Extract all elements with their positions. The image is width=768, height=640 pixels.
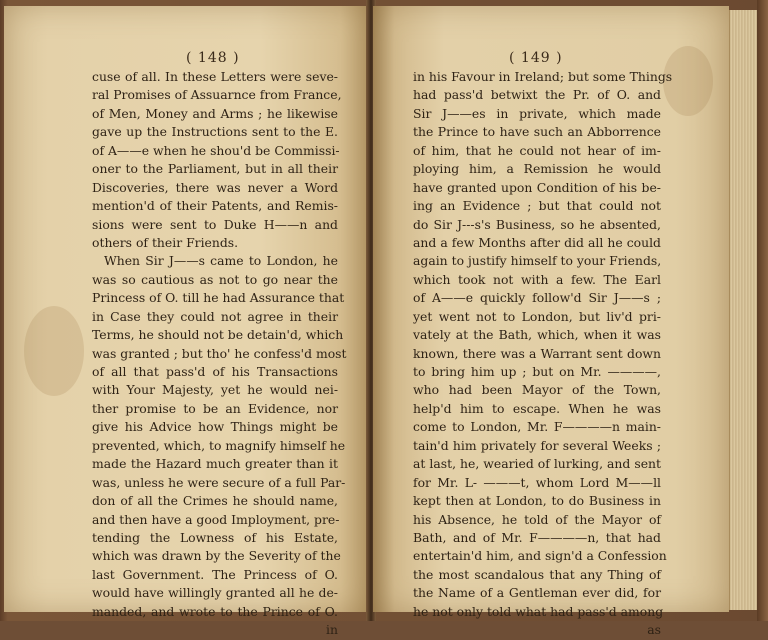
text-line: tending the Lowness of his Estate, bbox=[92, 529, 338, 545]
text-line: Sir J——es in private, which made bbox=[413, 105, 661, 121]
text-line: to bring him up ; but on Mr. ————, bbox=[413, 364, 661, 379]
text-line: yet went not to London, but liv'd pri- bbox=[413, 308, 661, 324]
text-line: vately at the Bath, which, when it was bbox=[413, 327, 661, 343]
text-line: the most scandalous that any Thing of bbox=[413, 566, 661, 582]
text-line: entertain'd him, and sign'd a Confession bbox=[413, 548, 667, 564]
text-line: cuse of all. In these Letters were seve- bbox=[92, 69, 338, 84]
right-page bbox=[373, 6, 729, 638]
text-line: the Name of a Gentleman ever did, for bbox=[413, 585, 661, 601]
text-line: who had been Mayor of the Town, bbox=[413, 382, 661, 398]
text-line: last Government. The Princess of O. bbox=[92, 566, 338, 582]
paper-stain bbox=[24, 306, 84, 396]
text-line: give his Advice how Things might be bbox=[92, 419, 338, 435]
text-line: tain'd him privately for several Weeks ; bbox=[413, 437, 661, 453]
text-line: which was drawn by the Severity of the bbox=[92, 548, 341, 564]
text-line: would have willingly granted all he de- bbox=[92, 585, 338, 601]
text-line: kept then at London, to do Business in bbox=[413, 493, 661, 509]
text-line: ploying him, a Remission he would bbox=[413, 161, 661, 177]
text-line: he not only told what had pass'd among bbox=[413, 603, 664, 619]
text-line: manded, and wrote to the Prince of O. bbox=[92, 603, 338, 619]
text-line: with Your Majesty, yet he would nei- bbox=[92, 382, 338, 398]
book-cover-edge bbox=[757, 0, 768, 621]
text-line: ing an Evidence ; but that could not bbox=[413, 198, 661, 214]
text-line: of A——e when he shou'd be Commissi- bbox=[92, 142, 340, 158]
text-line: of Men, Money and Arms ; he likewise bbox=[92, 105, 338, 121]
text-line: of him, that he could not hear of im- bbox=[413, 142, 661, 158]
text-line: had pass'd betwixt the Pr. of O. and bbox=[413, 87, 661, 103]
text-line: have granted upon Condition of his be- bbox=[413, 179, 661, 195]
text-line: as bbox=[647, 622, 661, 638]
text-line: mention'd of their Patents, and Remis- bbox=[92, 198, 338, 214]
text-line: others of their Friends. bbox=[92, 234, 239, 250]
text-line: and then have a good Imployment, pre- bbox=[92, 511, 340, 527]
text-line: in his Favour in Ireland; but some Things bbox=[413, 69, 673, 84]
page-number-left: ( 148 ) bbox=[186, 50, 240, 66]
left-page bbox=[4, 6, 370, 638]
text-line: don of all the Crimes he should name, bbox=[92, 493, 338, 509]
text-line: do Sir J---s's Business, so he absented, bbox=[413, 216, 661, 232]
text-line: When Sir J——s came to London, he bbox=[104, 253, 338, 269]
text-line: in Case they could not agree in their bbox=[92, 308, 338, 324]
left-page-text bbox=[92, 68, 347, 640]
text-line: was, unless he were secure of a full Par- bbox=[92, 474, 346, 490]
text-line: was so cautious as not to go near the bbox=[92, 271, 338, 287]
text-line: help'd him to escape. When he was bbox=[413, 400, 661, 416]
text-line: sions were sent to Duke H——n and bbox=[92, 216, 338, 232]
text-line: come to London, Mr. F————n main- bbox=[413, 419, 661, 435]
text-line: in bbox=[326, 622, 338, 638]
text-line: Princess of O. till he had Assurance that bbox=[92, 290, 345, 306]
text-line: gave up the Instructions sent to the E. bbox=[92, 124, 338, 140]
right-page-text bbox=[413, 68, 673, 640]
text-line: known, there was a Warrant sent down bbox=[413, 345, 661, 361]
text-line: of all that pass'd of his Transactions bbox=[92, 364, 338, 379]
text-line: ral Promises of Assuarnce from France, bbox=[92, 87, 342, 103]
text-line: Bath, and of Mr. F————n, that had bbox=[413, 529, 661, 545]
text-line: for Mr. L- ———t, whom Lord M——ll bbox=[413, 474, 661, 490]
text-line: of A——e quickly follow'd Sir J——s ; bbox=[413, 290, 661, 306]
text-line: and a few Months after did all he could bbox=[413, 234, 661, 250]
text-line: was granted ; but tho' he confess'd most bbox=[92, 345, 347, 361]
text-line: made the Hazard much greater than it bbox=[92, 456, 338, 472]
text-line: at last, he, wearied of lurking, and sent bbox=[413, 456, 661, 472]
text-line: his Absence, he told of the Mayor of bbox=[413, 511, 661, 527]
text-line: again to justify himself to your Friends, bbox=[413, 253, 662, 269]
text-line: prevented, which, to magnify himself he bbox=[92, 437, 346, 453]
text-line: ther promise to be an Evidence, nor bbox=[92, 400, 338, 416]
text-line: which took not with a few. The Earl bbox=[413, 271, 661, 287]
text-line: oner to the Parliament, but in all their bbox=[92, 161, 338, 177]
page-number-right: ( 149 ) bbox=[509, 50, 563, 66]
text-line: Terms, he should not be detain'd, which bbox=[92, 327, 344, 343]
text-line: the Prince to have such an Abborrence bbox=[413, 124, 661, 140]
page-edges bbox=[729, 10, 758, 610]
text-line: Discoveries, there was never a Word bbox=[92, 179, 338, 195]
